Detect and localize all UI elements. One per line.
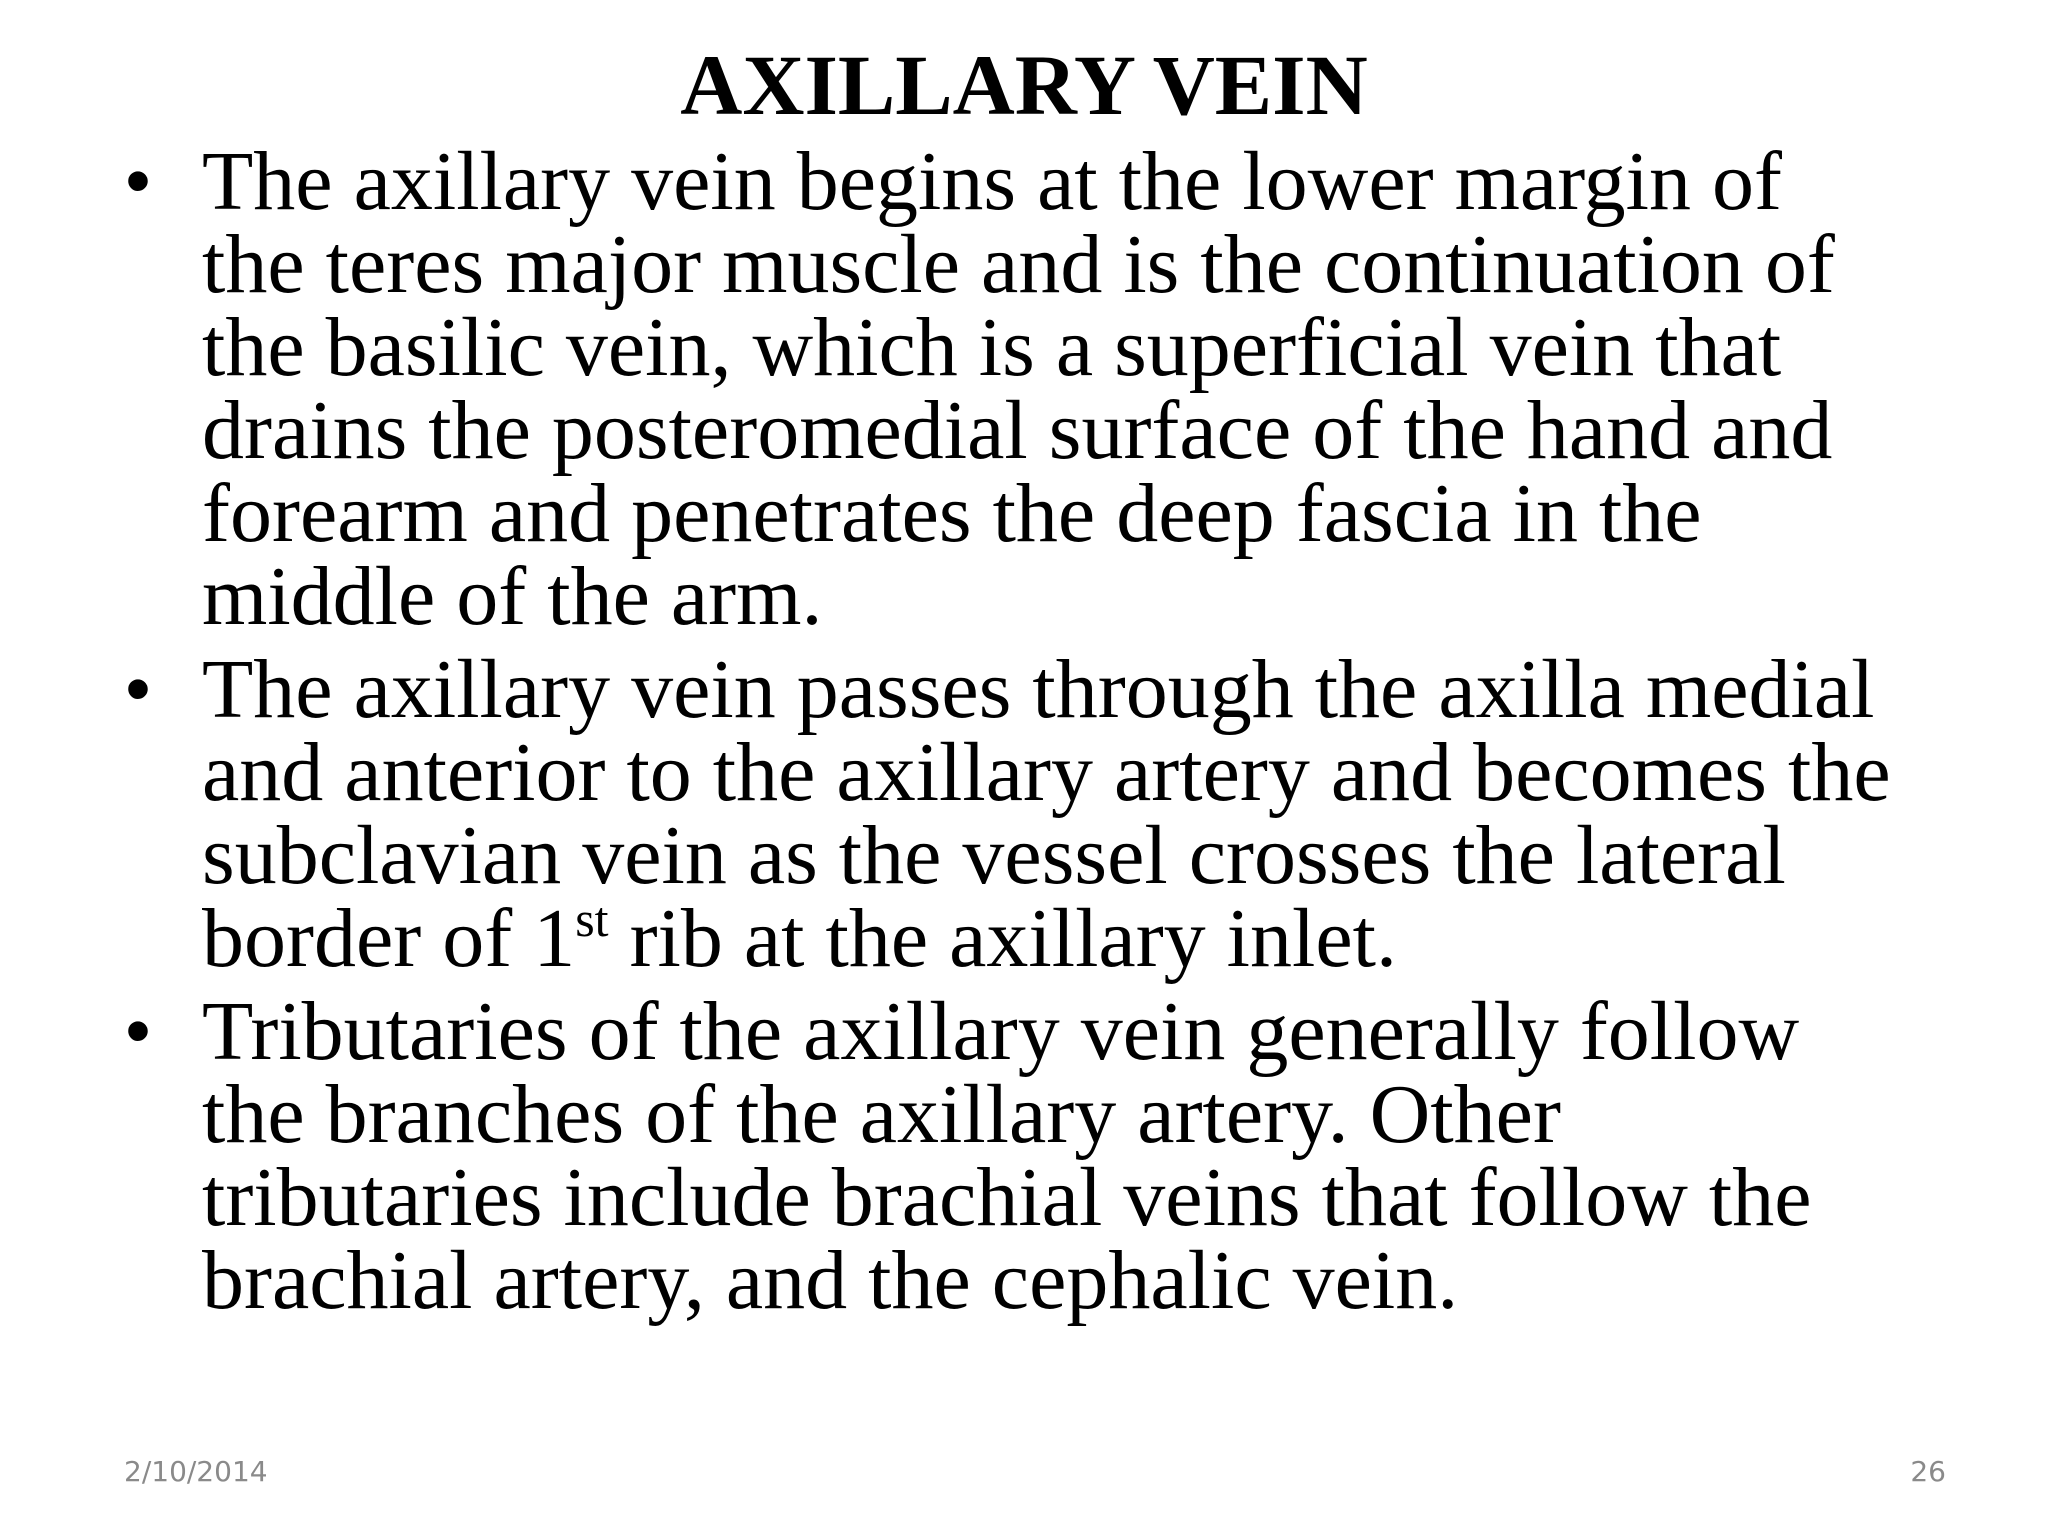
bullet-text-line: The axillary vein passes through the axilla medial [202,643,1875,736]
bullet-text-line: Tributaries of the axillary vein generally follow [202,985,1800,1078]
bullet-text-segment: border of 1 [202,892,576,985]
bullet-text-line: brachial artery, and the cephalic vein. [202,1234,1459,1327]
bullet-text-line: middle of the arm. [202,550,823,643]
bullet-icon: • [125,141,151,221]
footer-date: 2/10/2014 [124,1455,268,1488]
slide-title: AXILLARY VEIN [680,37,1368,133]
bullet-text-line: The axillary vein begins at the lower margin of [202,135,1782,228]
bullet-text-line: tributaries include brachial veins that follow the [202,1151,1812,1244]
bullet-text-line: and anterior to the axillary artery and becomes the [202,726,1891,819]
bullet-item [118,135,1998,643]
ordinal-superscript: st [575,891,609,947]
bullet-text-segment: rib at the axillary inlet. [608,892,1397,985]
bullet-text-line: the basilic vein, which is a superficial vein that [202,301,1782,394]
bullet-item [118,643,1998,985]
footer-page-number: 26 [1910,1455,1946,1488]
bullet-icon: • [125,991,151,1071]
bullet-list [118,135,1998,1332]
bullet-text-line: drains the posteromedial surface of the hand and [202,384,1833,477]
bullet-text-line [202,891,1998,985]
bullet-item [118,985,1998,1327]
bullet-text-line: subclavian vein as the vessel crosses the lateral [202,809,1786,902]
bullet-text-line: the teres major muscle and is the continuation of [202,218,1835,311]
bullet-text-line: the branches of the axillary artery. Other [202,1068,1561,1161]
bullet-icon: • [125,649,151,729]
bullet-text-line: forearm and penetrates the deep fascia in the [202,467,1702,560]
